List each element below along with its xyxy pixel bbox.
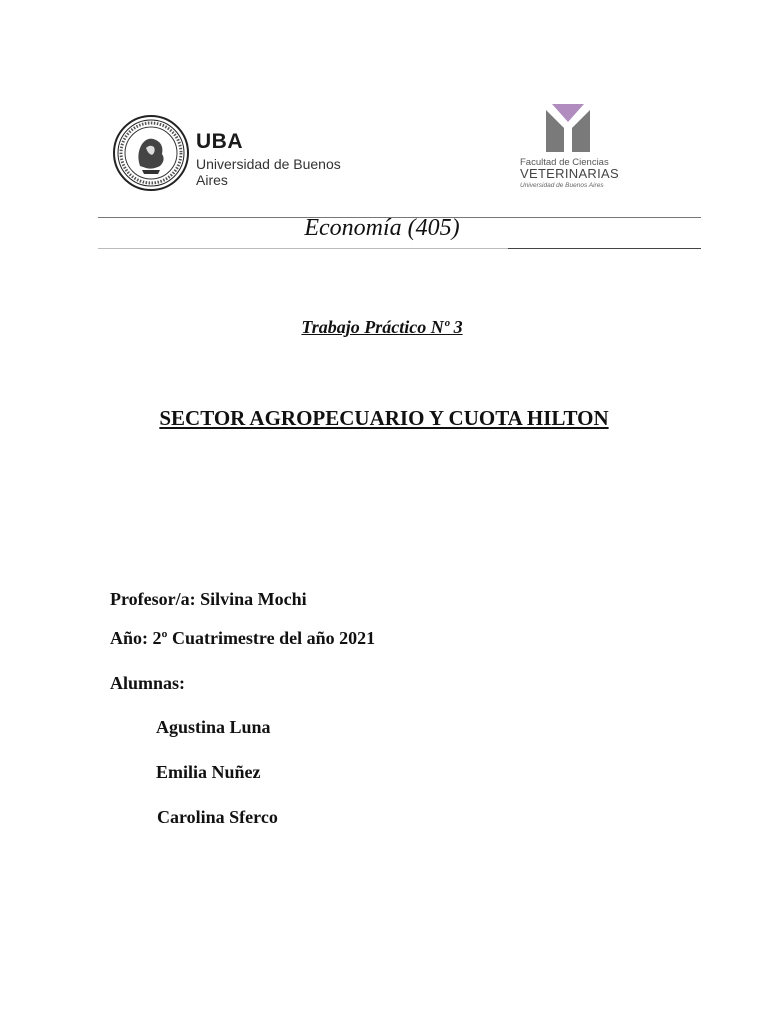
main-title: SECTOR AGROPECUARIO Y CUOTA HILTON [159, 406, 609, 430]
student-name: Emilia Nuñez [156, 762, 261, 782]
assignment-title: Trabajo Práctico Nº 3 [301, 317, 463, 337]
student-name: Agustina Luna [156, 717, 271, 737]
course-title: Economía (405) [304, 215, 460, 241]
uba-seal-icon [112, 114, 190, 192]
students-label: Alumnas: [110, 673, 186, 693]
vet-logo [516, 100, 620, 192]
divider-bottom-right [508, 248, 701, 249]
student-name: Carolina Sferco [157, 807, 278, 827]
vet-emblem-icon [544, 100, 592, 154]
vet-faculty-label: Facultad de Ciencias [520, 157, 609, 168]
divider-bottom-left [98, 248, 508, 249]
uba-name: Universidad de Buenos Aires [196, 156, 341, 188]
vet-veterinarias-label: VETERINARIAS [520, 166, 619, 181]
uba-logo [112, 110, 370, 192]
vet-university-label: Universidad de Buenos Aires [520, 182, 604, 189]
term-line: Año: 2º Cuatrimestre del año 2021 [110, 628, 376, 648]
uba-abbr: UBA [196, 130, 243, 153]
professor-line: Profesor/a: Silvina Mochi [110, 589, 307, 609]
